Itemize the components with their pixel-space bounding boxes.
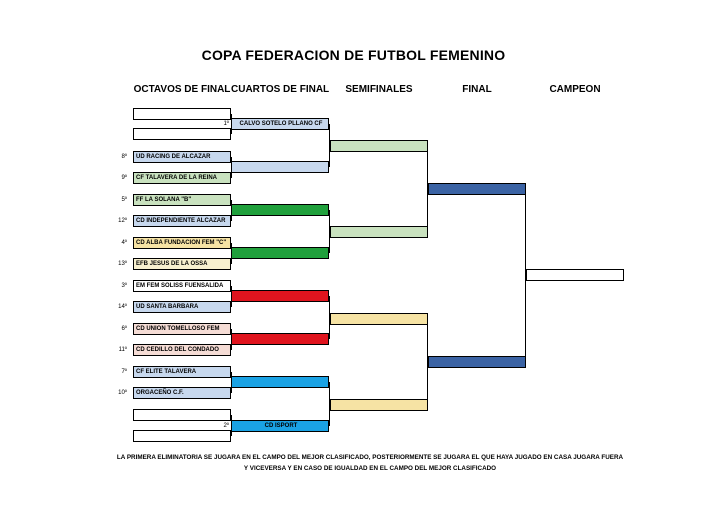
header-final: FINAL: [462, 84, 492, 95]
octavos-seed: 9º: [121, 175, 127, 181]
octavos-connector: [231, 329, 232, 350]
octavos-team-box: ORGACEÑO C.F.: [133, 387, 231, 399]
octavos-team-box: CF ELITE TALAVERA: [133, 366, 231, 378]
octavos-team-box: FF LA SOLANA "B": [133, 194, 231, 206]
octavos-seed: 8º: [121, 154, 127, 160]
octavos-connector: [231, 200, 232, 221]
octavos-connector: [231, 157, 232, 178]
octavos-seed: 6º: [121, 326, 127, 332]
octavos-seed: 4º: [121, 240, 127, 246]
octavos-team-box: EFB JESUS DE LA OSSA: [133, 258, 231, 270]
footnote-line-1: LA PRIMERA ELIMINATORIA SE JUGARA EN EL CAMPO DEL MEJOR CLASIFICADO, POSTERIORMENTE SE JUGARA EL QUE HAYA JUGADO EN CASA JUGARA FUERA: [116, 454, 624, 461]
page-title: COPA FEDERACION DE FUTBOL FEMENINO: [201, 47, 506, 63]
octavos-connector: [231, 286, 232, 307]
octavos-team-box: CD CEDILLO DEL CONDADO: [133, 344, 231, 356]
header-semis: SEMIFINALES: [345, 84, 413, 95]
semis-box: [330, 226, 428, 238]
cuartos-team-box: CD ISPORT: [231, 420, 329, 432]
octavos-team-box: UD SANTA BARBARA: [133, 301, 231, 313]
final-box: [428, 356, 526, 368]
cuartos-seed: 1º: [223, 121, 229, 127]
octavos-team-box: UD RACING DE ALCAZAR: [133, 151, 231, 163]
cuartos-seed: 2º: [223, 423, 229, 429]
octavos-team-box: CD INDEPENDIENTE ALCAZAR: [133, 215, 231, 227]
semis-connector: [427, 146, 428, 232]
octavos-seed: 14º: [118, 304, 127, 310]
octavos-seed: 7º: [121, 369, 127, 375]
cuartos-team-box: [231, 161, 329, 173]
octavos-seed: 10º: [118, 390, 127, 396]
header-octavos: OCTAVOS DE FINAL: [133, 84, 231, 95]
final-box: [428, 183, 526, 195]
octavos-connector: [231, 243, 232, 264]
cuartos-connector: [329, 296, 330, 339]
cuartos-team-box: [231, 290, 329, 302]
cuartos-connector: [329, 210, 330, 253]
cuartos-connector: [329, 382, 330, 426]
header-cuartos: CUARTOS DE FINAL: [231, 84, 330, 95]
cuartos-team-box: [231, 204, 329, 216]
semis-connector: [427, 319, 428, 405]
octavos-seed: 11º: [118, 347, 127, 353]
cuartos-team-box: [231, 333, 329, 345]
octavos-connector: [231, 372, 232, 393]
octavos-team-box: CF TALAVERA DE LA REINA: [133, 172, 231, 184]
octavos-seed: 5º: [121, 197, 127, 203]
cuartos-team-box: CALVO SOTELO PLLANO CF: [231, 118, 329, 130]
octavos-seed: 12º: [118, 218, 127, 224]
cuartos-team-box: [231, 376, 329, 388]
octavos-team-box: EM FEM SOLISS FUENSALIDA: [133, 280, 231, 292]
octavos-connector: [231, 114, 232, 134]
footnote: [90, 452, 650, 474]
octavos-seed: 3º: [121, 283, 127, 289]
octavos-connector: [231, 415, 232, 436]
footnote-line-2: Y VICEVERSA Y EN CASO DE IGUALDAD EN EL CAMPO DEL MEJOR CLASIFICADO: [243, 465, 497, 472]
header-campeon: CAMPEON: [549, 84, 601, 95]
cuartos-team-box: [231, 247, 329, 259]
semis-box: [330, 399, 428, 411]
octavos-team-box: CD ALBA FUNDACION FEM "C": [133, 237, 231, 249]
final-connector: [525, 189, 526, 362]
octavos-seed: 13º: [118, 261, 127, 267]
octavos-team-box: CD UNION TOMELLOSO FEM: [133, 323, 231, 335]
cuartos-connector: [329, 124, 330, 167]
semis-box: [330, 313, 428, 325]
semis-box: [330, 140, 428, 152]
campeon-box: [526, 269, 624, 281]
